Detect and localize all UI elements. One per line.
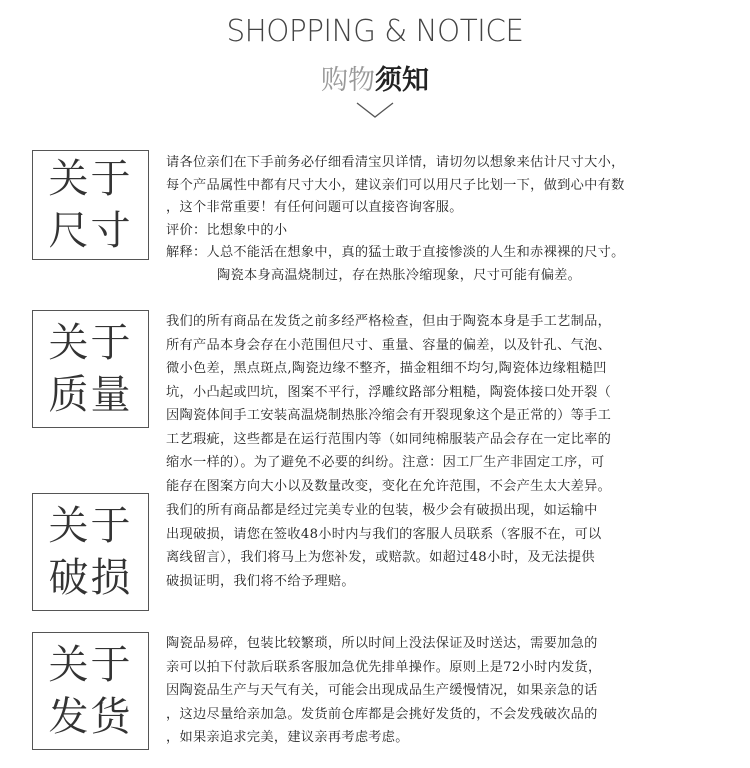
section-body xyxy=(166,152,726,287)
body-line: 亲可以拍下付款后联系客服加急优先排单操作。原则上是72小时内发货， xyxy=(166,659,602,675)
body-line: 破损证明，我们将不给予理赔。 xyxy=(166,573,355,589)
section-label xyxy=(46,500,136,604)
body-line: 因陶瓷体间手工安装高温烧制热胀冷缩会有开裂现象这个是正常的）等手工 xyxy=(166,408,612,423)
body-line: 坑，小凸起或凹坑，图案不平行，浮雕纹路部分粗糙，陶瓷体接口处开裂（ xyxy=(166,384,612,400)
body-line: 每个产品属性中都有尺寸大小，建议亲们可以用尺子比划一下，做到心中有数 xyxy=(166,177,625,193)
chevron-down-icon xyxy=(355,100,395,120)
body-line: 我们的所有商品都是经过完美专业的包装，极少会有破损出现，如运输中 xyxy=(166,503,598,518)
label-line: 关于 xyxy=(48,642,133,688)
body-line: 出现破损，请您在签收48小时内与我们的客服人员联系（客服不在，可以 xyxy=(166,526,602,542)
body-line: 能存在图案方向大小以及数量改变，变化在允许范围，不会产生太大差异。 xyxy=(166,478,612,494)
section-body xyxy=(166,310,726,498)
label-line: 关于 xyxy=(48,320,133,366)
section-damage xyxy=(0,493,750,618)
title-cn-light: 购物 xyxy=(321,65,375,96)
label-line: 发货 xyxy=(48,694,133,740)
section-body xyxy=(166,632,726,750)
label-line: 破损 xyxy=(48,555,133,601)
page-header xyxy=(0,0,750,130)
page-title-en: SHOPPING & NOTICE xyxy=(226,14,524,49)
section-label xyxy=(46,317,136,421)
section-body xyxy=(166,499,726,593)
body-line: 因陶瓷品生产与天气有关，可能会出现成品生产缓慢情况，如果亲急的话 xyxy=(166,683,598,698)
label-line: 尺寸 xyxy=(48,208,133,254)
label-line: 质量 xyxy=(48,372,133,418)
section-label-box xyxy=(32,632,149,750)
body-line: 评价：比想象中的小 xyxy=(166,222,288,238)
body-line: ，这个非常重要！有任何问题可以直接咨询客服。 xyxy=(166,200,463,215)
body-line: 解释：人总不能活在想象中，真的猛士敢于直接惨淡的人生和赤裸裸的尺寸。 xyxy=(166,245,625,260)
body-line: 请各位亲们在下手前务必仔细看清宝贝详情，请切勿以想象来估计尺寸大小， xyxy=(166,155,625,170)
body-line: 我们的所有商品在发货之前多经严格检查，但由于陶瓷本身是手工艺制品， xyxy=(166,314,612,329)
label-line: 关于 xyxy=(48,156,133,202)
section-label xyxy=(46,639,136,743)
section-shipping xyxy=(0,632,750,757)
section-quality xyxy=(0,310,750,494)
body-line: 缩水一样的）。为了避免不必要的纠纷。注意：因工厂生产非固定工序，可 xyxy=(166,455,605,470)
body-line: ，这边尽量给亲加急。发货前仓库都是会挑好发货的，不会发残破次品的 xyxy=(166,706,598,722)
section-label-box xyxy=(32,493,149,611)
section-label-box xyxy=(32,150,149,260)
body-line: 陶瓷品易碎，包装比较繁琐，所以时间上没法保证及时送达，需要加急的 xyxy=(166,636,598,651)
title-cn-bold: 须知 xyxy=(375,65,429,96)
section-label xyxy=(46,153,136,257)
section-label-box xyxy=(32,310,149,428)
page-title-cn xyxy=(0,58,750,97)
body-line: 工艺瑕疵，这些都是在运行范围内等（如同纯棉服装产品会存在一定比率的 xyxy=(166,431,612,447)
body-line: ，如果亲追求完美，建议亲再考虑考虑。 xyxy=(166,730,409,745)
body-line: 所有产品本身会存在小范围但尺寸、重量、容量的偏差，以及针孔、气泡、 xyxy=(166,337,612,353)
body-line: 陶瓷本身高温烧制过，存在热胀冷缩现象，尺寸可能有偏差。 xyxy=(217,267,582,283)
body-line: 微小色差，黑点斑点,陶瓷边缘不整齐，描金粗细不均匀,陶瓷体边缘粗糙凹 xyxy=(166,361,607,376)
label-line: 关于 xyxy=(48,503,133,549)
body-line: 离线留言），我们将马上为您补发，或赔款。如超过48小时，及无法提供 xyxy=(166,550,595,565)
section-size xyxy=(0,150,750,283)
